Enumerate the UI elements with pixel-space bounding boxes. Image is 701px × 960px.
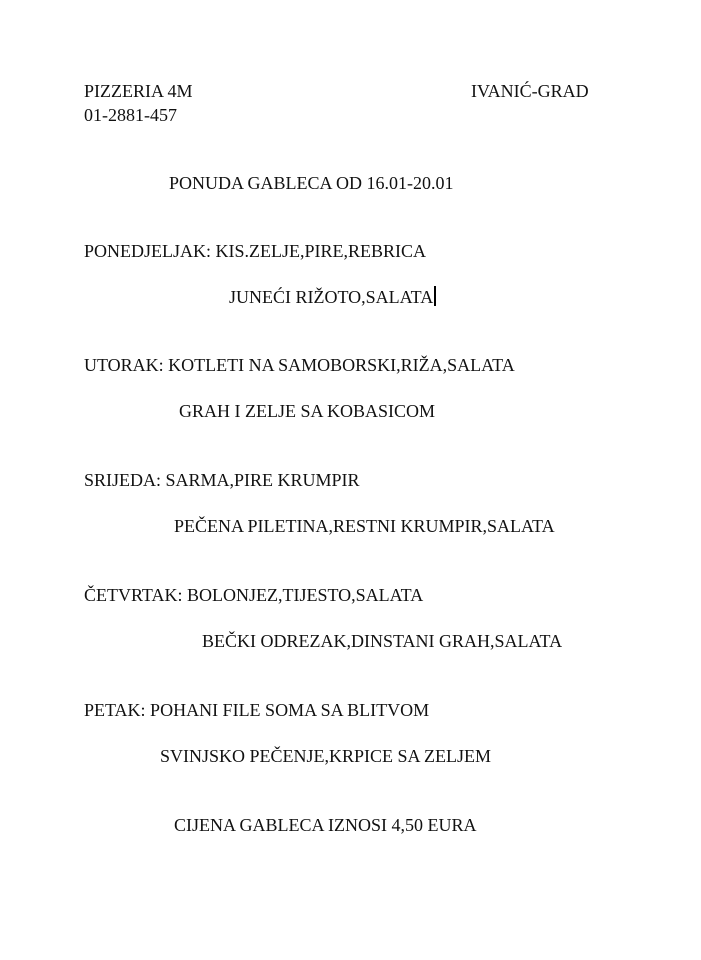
monday-line-2[interactable]: [229, 286, 436, 308]
thursday-line-2: BEČKI ODREZAK,DINSTANI GRAH,SALATA: [202, 631, 563, 651]
restaurant-name: PIZZERIA 4M: [84, 81, 193, 101]
monday-line-1: PONEDJELJAK: KIS.ZELJE,PIRE,REBRICA: [84, 241, 427, 261]
friday-line-2: SVINJSKO PEČENJE,KRPICE SA ZELJEM: [160, 746, 492, 766]
tuesday-line-2: GRAH I ZELJE SA KOBASICOM: [179, 401, 436, 421]
wednesday-line-1: SRIJEDA: SARMA,PIRE KRUMPIR: [84, 470, 360, 490]
tuesday-line-1: UTORAK: KOTLETI NA SAMOBORSKI,RIŽA,SALATA: [84, 355, 515, 375]
restaurant-phone: 01-2881-457: [84, 105, 177, 125]
price-note: CIJENA GABLECA IZNOSI 4,50 EURA: [174, 815, 477, 835]
restaurant-city: IVANIĆ-GRAD: [471, 81, 589, 101]
menu-title: PONUDA GABLECA OD 16.01-20.01: [169, 173, 454, 193]
friday-line-1: PETAK: POHANI FILE SOMA SA BLITVOM: [84, 700, 430, 720]
wednesday-line-2: PEČENA PILETINA,RESTNI KRUMPIR,SALATA: [174, 516, 555, 536]
monday-line-2-text: JUNEĆI RIŽOTO,SALATA: [229, 287, 434, 307]
text-cursor: [434, 286, 436, 306]
thursday-line-1: ČETVRTAK: BOLONJEZ,TIJESTO,SALATA: [84, 585, 424, 605]
